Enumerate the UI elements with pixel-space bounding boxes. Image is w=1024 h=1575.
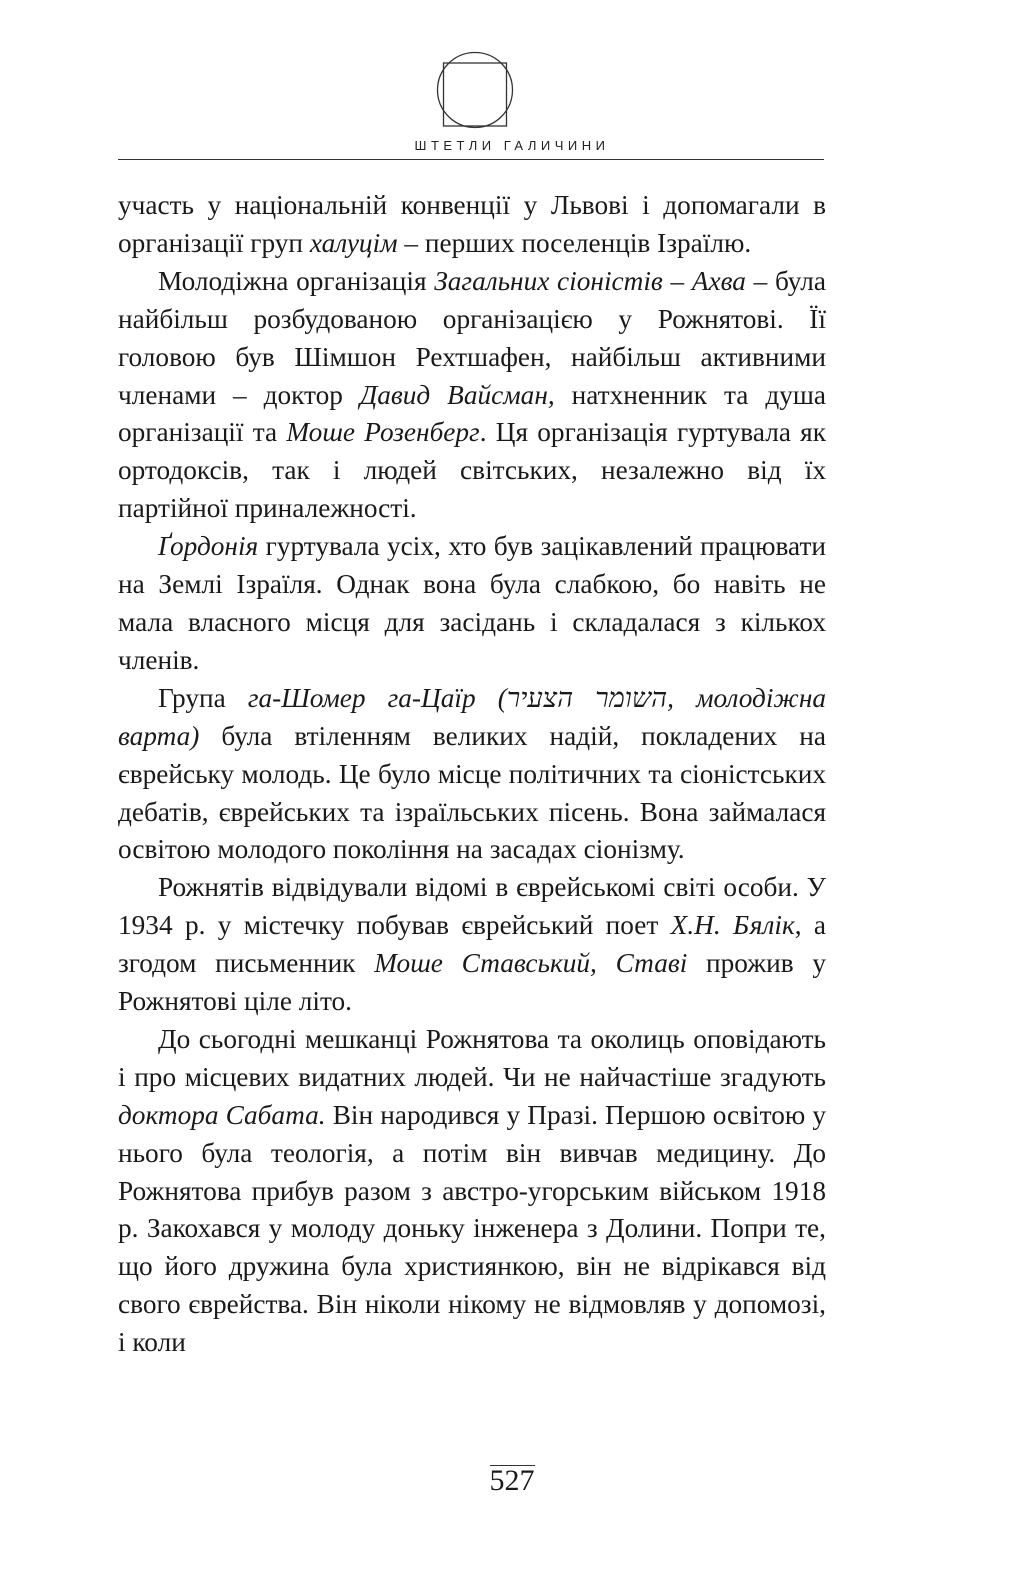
text-run: гуртувала усіх, хто був зацікавлений працювати на Землі Ізраїля. Однак вона була слабкою, бо навіть не мала власного місця для засідань і складалася з кількох членів. — [118, 531, 826, 675]
page-number-text: 527 — [489, 1464, 535, 1497]
text-run: – перших поселенців Ізраїлю. — [397, 227, 752, 258]
italic-text: Моше Ставський, Ставі — [374, 948, 688, 979]
text-run: Група — [158, 682, 248, 713]
text-run: – була найбільш розбудованою організацією у Рожнятові. Її головою був Шімшон Рехтшафен, найбільш активними членами – доктор — [118, 265, 826, 410]
paragraph — [118, 869, 826, 1021]
paragraph — [118, 187, 826, 263]
italic-text: Моше Розенберг — [286, 417, 480, 448]
text-run: участь у національній конвенції у Львові і допомагали в організації груп — [118, 190, 826, 258]
italic-text: Давид Вайсман, — [359, 379, 555, 410]
text-run: Він народився у Празі. Першою освітою у нього була теологія, а потім він вивчав медицину. До Рожнятова прибув разом з австро-угорським військом 1918 р. Закохався у молоду доньку інженера з Долини. Попри те, що його дружина була християнкою, він не відрікався від свого єврейства. Він ніколи нікому не відмовляв у допомозі, і коли — [118, 1099, 826, 1358]
italic-text: Ґордонія — [158, 531, 259, 562]
italic-text: га-Шомер га-Цаїр (השומר הצעיר, молодіжна варта) — [118, 682, 827, 751]
italic-text: доктора Сабата. — [118, 1099, 326, 1130]
paragraph — [118, 263, 826, 528]
running-head: ШТЕТЛИ ГАЛИЧИНИ — [414, 138, 610, 153]
header-rule — [118, 159, 824, 160]
page-number — [0, 1464, 1024, 1498]
text-run: прожив у Рожнятові ціле літо. — [118, 948, 827, 1017]
paragraph — [118, 680, 826, 870]
text-run: До сьогодні мешканці Рожнятова та околиць оповідають і про місцевих видатних людей. Чи не найчастіше згадують — [118, 1023, 826, 1092]
text-run: . Ця організація гуртувала як ортодоксів, так і людей світських, незалежно від їх партійної приналежності. — [118, 417, 826, 524]
circle-square-emblem-icon — [435, 50, 515, 130]
text-run: була втіленням великих надій, покладених на єврейську молодь. Це було місце політичних та сіоністських дебатів, єврейських та ізраїльських пісень. Вона займалася освітою молодого покоління на засадах сіонізму. — [118, 720, 826, 865]
body-text — [118, 187, 826, 1362]
italic-text: Загальних сіоністів – Ахва — [434, 265, 746, 296]
italic-text: халуцім — [309, 227, 398, 258]
paragraph — [118, 528, 826, 680]
text-run: Рожнятів відвідували відомі в єврейськомі світі особи. У 1934 р. у містечку побував єврейський поет — [118, 872, 826, 941]
text-run: натхненник та душа організації та — [118, 379, 826, 448]
paragraph — [118, 1021, 826, 1362]
text-run: Молодіжна організація — [158, 265, 435, 296]
text-run: , а згодом письменник — [118, 910, 827, 979]
italic-text: Х.Н. Бялік — [670, 910, 795, 941]
